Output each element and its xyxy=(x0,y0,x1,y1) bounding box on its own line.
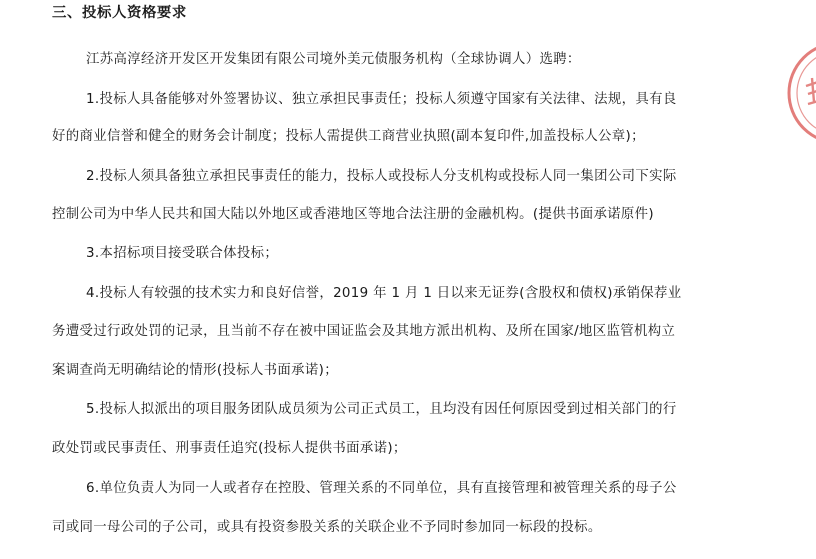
requirement-2-line-2: 控制公司为中华人民共和国大陆以外地区或香港地区等地合法注册的金融机构。(提供书面承诺原件) xyxy=(52,207,654,222)
requirement-2-line-1: 2.投标人须具备独立承担民事责任的能力，投标人或投标人分支机构或投标人同一集团公司下实际 xyxy=(86,169,677,184)
intro-paragraph: 江苏高淳经济开发区开发集团有限公司境外美元债服务机构（全球协调人）选聘： xyxy=(86,52,581,67)
requirement-1-line-1: 1.投标人具备能够对外签署协议、独立承担民事责任；投标人须遵守国家有关法律、法规，具有良 xyxy=(86,92,677,107)
requirement-4-line-2: 务遭受过行政处罚的记录，且当前不存在被中国证监会及其地方派出机构、及所在国家/地区监管机构立 xyxy=(52,324,676,339)
requirement-5-line-2: 政处罚或民事责任、刑事责任追究(投标人提供书面承诺)； xyxy=(52,441,407,456)
requirement-3-line-1: 3.本招标项目接受联合体投标； xyxy=(86,246,279,261)
seal-glyph-mark xyxy=(806,78,816,104)
requirement-5-line-1: 5.投标人拟派出的项目服务团队成员须为公司正式员工，且均没有因任何原因受到过相关部门的行 xyxy=(86,402,677,417)
requirement-6-line-2: 司或同一母公司的子公司，或具有投资参股关系的关联企业不予同时参加同一标段的投标。 xyxy=(52,520,602,535)
requirement-1-line-2: 好的商业信誉和健全的财务会计制度；投标人需提供工商营业执照(副本复印件,加盖投标人公章)； xyxy=(52,129,645,144)
requirement-4-line-1: 4.投标人有较强的技术实力和良好信誉，2019 年 1 月 1 日以来无证券(含股权和债权)承销保荐业 xyxy=(86,286,682,301)
requirement-6-line-1: 6.单位负责人为同一人或者存在控股、管理关系的不同单位，具有直接管理和被管理关系的母子公 xyxy=(86,481,677,496)
red-seal-stamp xyxy=(784,38,816,148)
section-title: 三、投标人资格要求 xyxy=(52,5,187,21)
requirement-4-line-3: 案调查尚无明确结论的情形(投标人书面承诺)； xyxy=(52,363,338,378)
